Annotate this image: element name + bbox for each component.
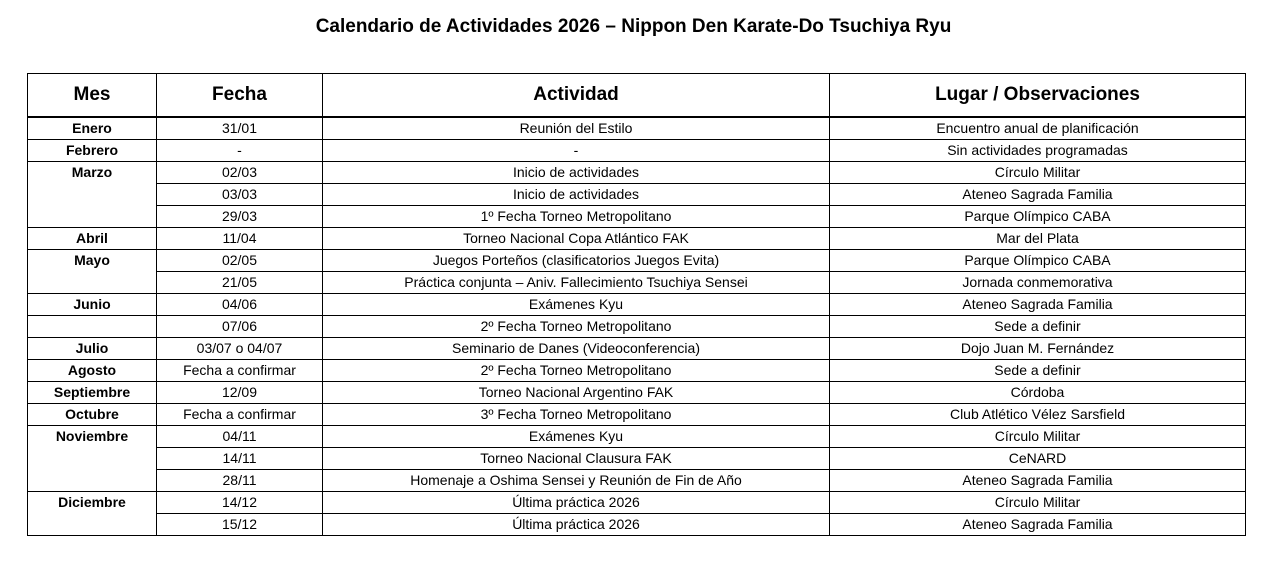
- cell-actividad: 1º Fecha Torneo Metropolitano: [323, 206, 830, 228]
- cell-actividad: Juegos Porteños (clasificatorios Juegos Evita): [323, 250, 830, 272]
- cell-fecha: 29/03: [157, 206, 323, 228]
- cell-fecha: 31/01: [157, 117, 323, 140]
- cell-fecha: 12/09: [157, 382, 323, 404]
- table-row: [28, 448, 1246, 470]
- cell-lugar: Sede a definir: [830, 316, 1246, 338]
- cell-actividad: -: [323, 140, 830, 162]
- cell-mes: [28, 470, 157, 492]
- header-mes: Mes: [28, 74, 157, 118]
- cell-fecha: Fecha a confirmar: [157, 404, 323, 426]
- cell-fecha: 02/05: [157, 250, 323, 272]
- cell-fecha: 14/11: [157, 448, 323, 470]
- cell-fecha: 03/03: [157, 184, 323, 206]
- table-row: [28, 117, 1246, 140]
- table-row: [28, 294, 1246, 316]
- cell-actividad: 2º Fecha Torneo Metropolitano: [323, 360, 830, 382]
- document-title: Calendario de Actividades 2026 – Nippon Den Karate-Do Tsuchiya Ryu: [315, 16, 952, 37]
- cell-lugar: Círculo Militar: [830, 426, 1246, 448]
- cell-mes: Enero: [28, 117, 157, 140]
- table-row: [28, 250, 1246, 272]
- cell-mes: [28, 448, 157, 470]
- cell-lugar: Parque Olímpico CABA: [830, 206, 1246, 228]
- cell-actividad: Exámenes Kyu: [323, 294, 830, 316]
- table-row: [28, 404, 1246, 426]
- cell-lugar: Club Atlético Vélez Sarsfield: [830, 404, 1246, 426]
- cell-actividad: Torneo Nacional Copa Atlántico FAK: [323, 228, 830, 250]
- cell-mes: Febrero: [28, 140, 157, 162]
- table-row: [28, 426, 1246, 448]
- cell-lugar: Círculo Militar: [830, 492, 1246, 514]
- cell-fecha: 14/12: [157, 492, 323, 514]
- cell-mes: [28, 206, 157, 228]
- table-row: [28, 470, 1246, 492]
- cell-actividad: Práctica conjunta – Aniv. Fallecimiento Tsuchiya Sensei: [323, 272, 830, 294]
- cell-mes: Abril: [28, 228, 157, 250]
- cell-lugar: Encuentro anual de planificación: [830, 117, 1246, 140]
- cell-mes: Agosto: [28, 360, 157, 382]
- cell-actividad: Torneo Nacional Clausura FAK: [323, 448, 830, 470]
- header-actividad: Actividad: [323, 74, 830, 118]
- cell-mes: [28, 316, 157, 338]
- cell-mes: Septiembre: [28, 382, 157, 404]
- cell-lugar: Ateneo Sagrada Familia: [830, 470, 1246, 492]
- cell-lugar: Ateneo Sagrada Familia: [830, 294, 1246, 316]
- table-header: [28, 74, 1246, 118]
- cell-mes: Octubre: [28, 404, 157, 426]
- cell-fecha: 03/07 o 04/07: [157, 338, 323, 360]
- table-row: [28, 184, 1246, 206]
- cell-mes: Junio: [28, 294, 157, 316]
- cell-lugar: Dojo Juan M. Fernández: [830, 338, 1246, 360]
- cell-fecha: -: [157, 140, 323, 162]
- cell-fecha: 15/12: [157, 514, 323, 536]
- table-row: [28, 228, 1246, 250]
- cell-actividad: Seminario de Danes (Videoconferencia): [323, 338, 830, 360]
- cell-fecha: 04/06: [157, 294, 323, 316]
- cell-fecha: 21/05: [157, 272, 323, 294]
- cell-fecha: 04/11: [157, 426, 323, 448]
- cell-fecha: 02/03: [157, 162, 323, 184]
- table-row: [28, 140, 1246, 162]
- cell-lugar: Ateneo Sagrada Familia: [830, 514, 1246, 536]
- cell-fecha: 07/06: [157, 316, 323, 338]
- header-row: [28, 74, 1246, 118]
- cell-actividad: 2º Fecha Torneo Metropolitano: [323, 316, 830, 338]
- header-lugar: Lugar / Observaciones: [830, 74, 1246, 118]
- header-fecha: Fecha: [157, 74, 323, 118]
- table-row: [28, 514, 1246, 536]
- cell-mes: [28, 514, 157, 536]
- cell-fecha: Fecha a confirmar: [157, 360, 323, 382]
- cell-actividad: Inicio de actividades: [323, 184, 830, 206]
- cell-lugar: CeNARD: [830, 448, 1246, 470]
- table-body: [28, 117, 1246, 536]
- table-row: [28, 206, 1246, 228]
- cell-mes: Noviembre: [28, 426, 157, 448]
- table-row: [28, 360, 1246, 382]
- cell-lugar: Ateneo Sagrada Familia: [830, 184, 1246, 206]
- cell-actividad: Última práctica 2026: [323, 492, 830, 514]
- cell-fecha: 11/04: [157, 228, 323, 250]
- cell-mes: Diciembre: [28, 492, 157, 514]
- cell-fecha: 28/11: [157, 470, 323, 492]
- cell-actividad: Inicio de actividades: [323, 162, 830, 184]
- cell-mes: [28, 184, 157, 206]
- cell-mes: Mayo: [28, 250, 157, 272]
- table-row: [28, 162, 1246, 184]
- cell-lugar: Córdoba: [830, 382, 1246, 404]
- cell-actividad: Torneo Nacional Argentino FAK: [323, 382, 830, 404]
- cell-mes: Julio: [28, 338, 157, 360]
- cell-lugar: Mar del Plata: [830, 228, 1246, 250]
- cell-lugar: Sede a definir: [830, 360, 1246, 382]
- table-row: [28, 316, 1246, 338]
- table-row: [28, 382, 1246, 404]
- activities-calendar-table: [27, 73, 1246, 536]
- cell-actividad: Exámenes Kyu: [323, 426, 830, 448]
- table-row: [28, 338, 1246, 360]
- cell-lugar: Círculo Militar: [830, 162, 1246, 184]
- cell-lugar: Sin actividades programadas: [830, 140, 1246, 162]
- cell-mes: [28, 272, 157, 294]
- table-row: [28, 272, 1246, 294]
- cell-lugar: Jornada conmemorativa: [830, 272, 1246, 294]
- cell-actividad: Reunión del Estilo: [323, 117, 830, 140]
- table-row: [28, 492, 1246, 514]
- cell-actividad: Última práctica 2026: [323, 514, 830, 536]
- cell-mes: Marzo: [28, 162, 157, 184]
- cell-lugar: Parque Olímpico CABA: [830, 250, 1246, 272]
- cell-actividad: Homenaje a Oshima Sensei y Reunión de Fin de Año: [323, 470, 830, 492]
- cell-actividad: 3º Fecha Torneo Metropolitano: [323, 404, 830, 426]
